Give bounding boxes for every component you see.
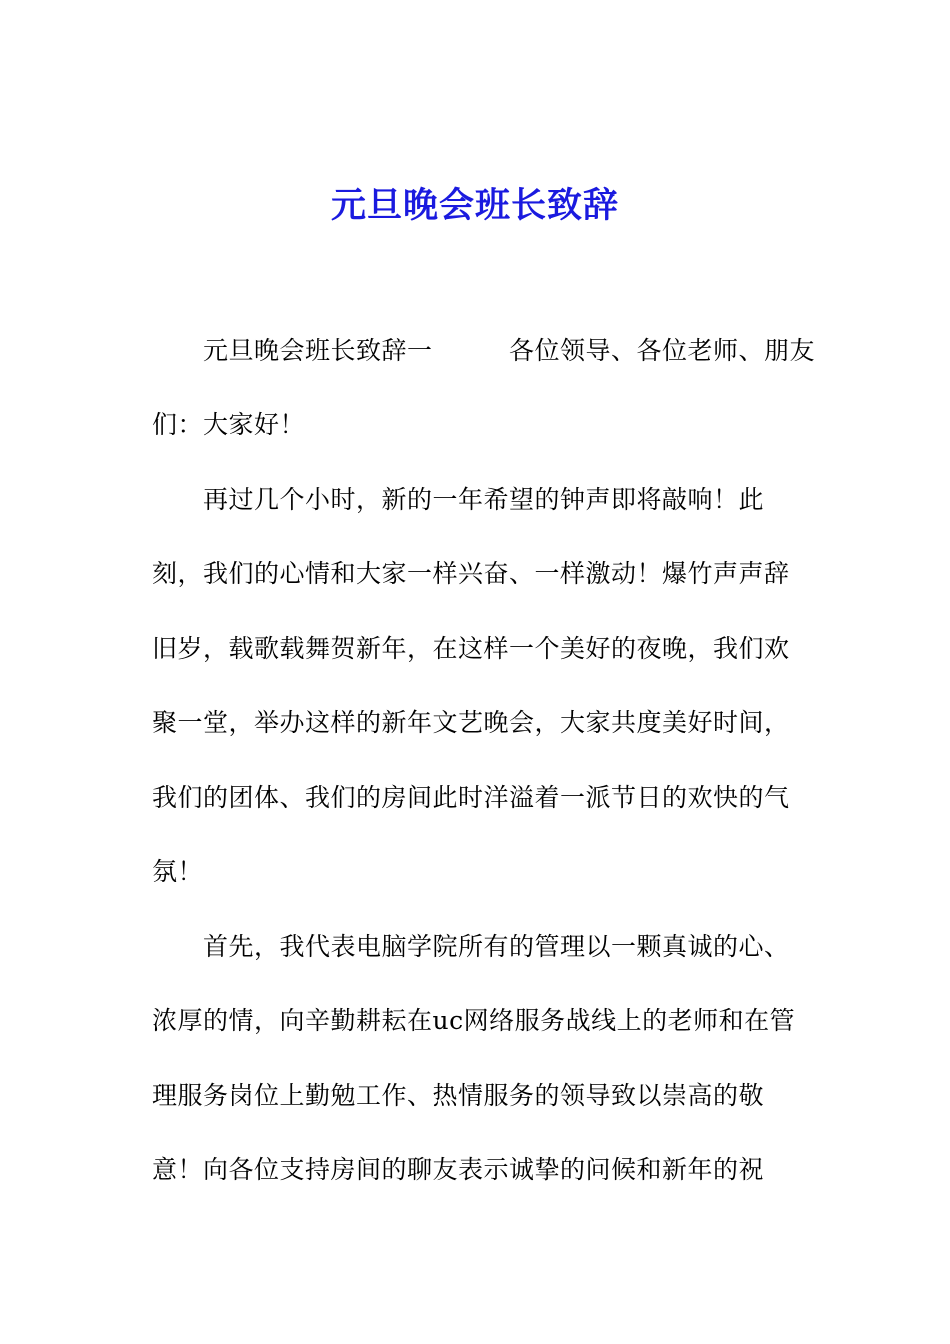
paragraph-line-12: 意！向各位支持房间的聊友表示诚挚的问候和新年的祝 (152, 1155, 765, 1184)
paragraph-line-5: 旧岁，载歌载舞贺新年，在这样一个美好的夜晚，我们欢 (152, 634, 790, 663)
paragraph-line-2: 们：大家好！ (152, 410, 306, 439)
paragraph-line-10: 浓厚的情，向辛勤耕耘在uc网络服务战线上的老师和在管 (152, 1006, 796, 1035)
document-title: 元旦晚会班长致辞 (330, 186, 619, 226)
paragraph-line-9: 首先，我代表电脑学院所有的管理以一颗真诚的心、 (203, 932, 790, 961)
paragraph-line-7: 我们的团体、我们的房间此时洋溢着一派节日的欢快的气 (152, 783, 790, 812)
paragraph-line-6: 聚一堂，举办这样的新年文艺晚会，大家共度美好时间， (152, 708, 790, 737)
paragraph-line-3: 再过几个小时，新的一年希望的钟声即将敲响！此 (203, 485, 765, 514)
paragraph-line-11: 理服务岗位上勤勉工作、热情服务的领导致以崇高的敬 (152, 1081, 765, 1110)
paragraph-line-4: 刻，我们的心情和大家一样兴奋、一样激动！爆竹声声辞 (152, 559, 790, 588)
paragraph-line-8: 氛！ (152, 857, 204, 886)
paragraph-line-1: 元旦晚会班长致辞一 各位领导、各位老师、朋友 (203, 336, 816, 365)
